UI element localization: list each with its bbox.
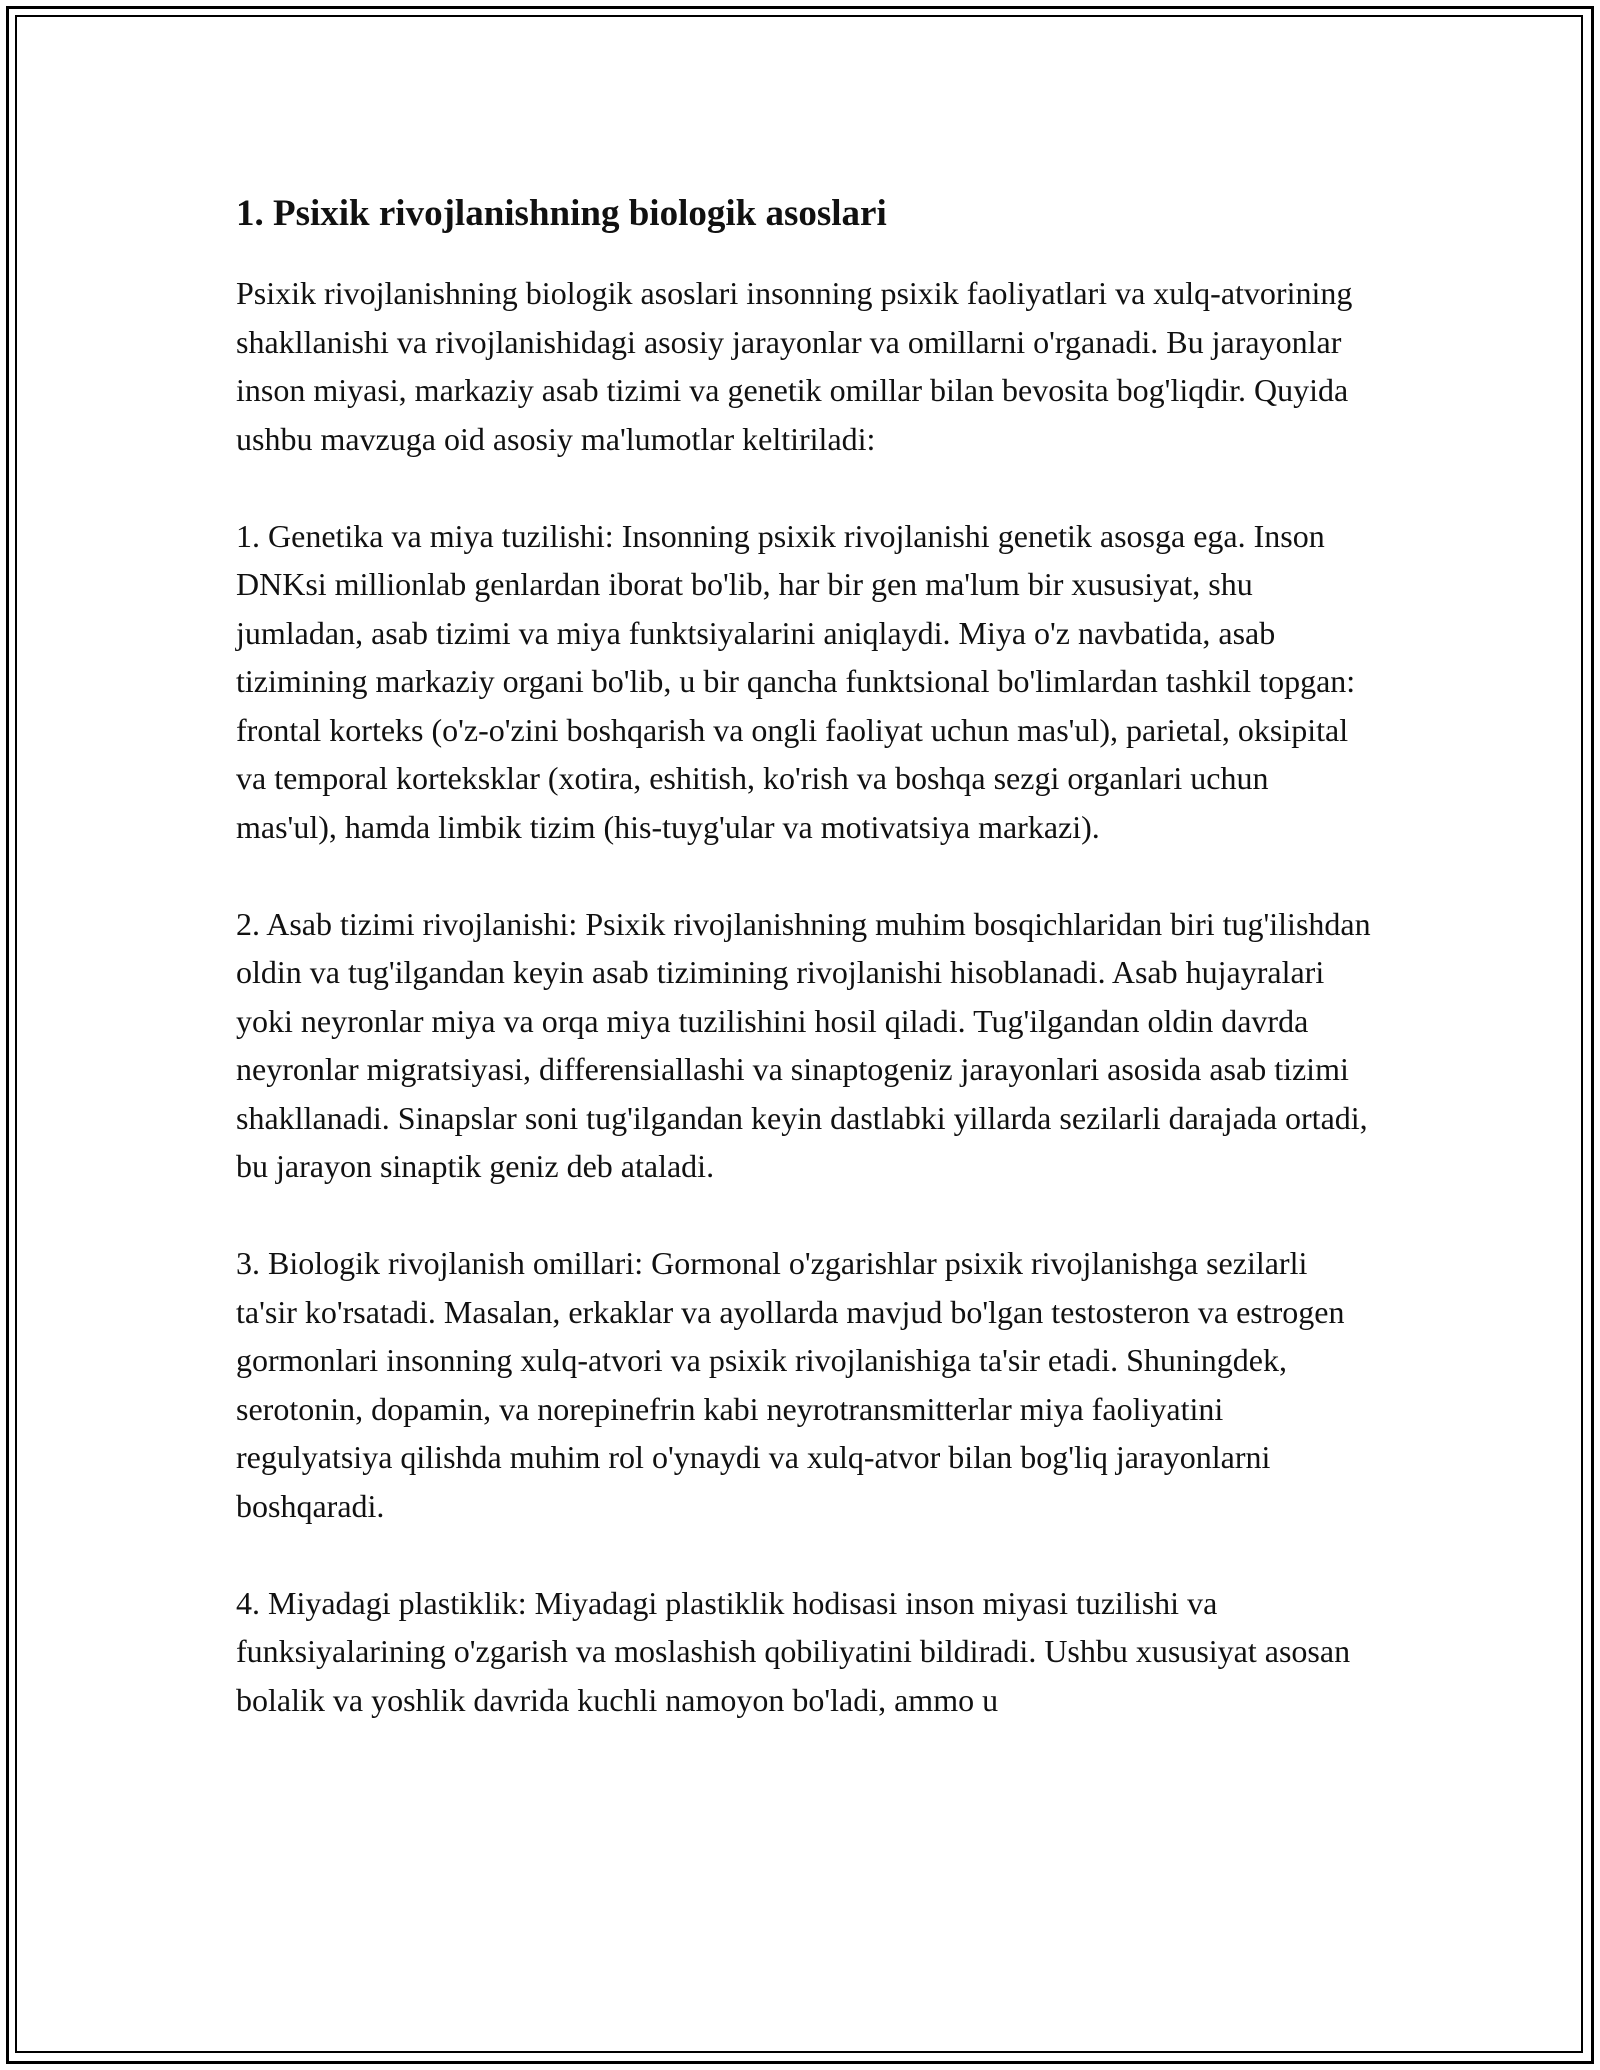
paragraph-genetics: 1. Genetika va miya tuzilishi: Insonning psixik rivojlanishi genetik asosga ega. Inson DNKsi millionlab genlardan iborat bo'lib, har bir gen ma'lum bir xususiyat, shu jumladan, asab tizimi va miya funktsiyalarini aniqlaydi. Miya o'z navbatida, asab tizimining markaziy organi bo'lib, u bir qancha funktsional bo'limlardan tashkil topgan: frontal korteks (o'z-o'zini boshqarish va ongli faoliyat uchun mas'ul), parietal, oksipital va temporal korteksklar (xotira, eshitish, ko'rish va boshqa sezgi organlari uchun mas'ul), hamda limbik tizim (his-tuyg'ular va motivatsiya markazi). [236, 517, 1356, 845]
document-body [236, 186, 1376, 1773]
paragraph-intro: Psixik rivojlanishning biologik asoslari insonning psixik faoliyatlari va xulq-atvorining shakllanishi va rivojlanishidagi asosiy jarayonlar va omillarni o'rganadi. Bu jarayonlar inson miyasi, markaziy asab tizimi va genetik omillar bilan bevosita bog'liqdir. Quyida ushbu mavzuga oid asosiy ma'lumotlar keltiriladi: [236, 275, 1353, 457]
section-heading: 1. Psixik rivojlanishning biologik asoslari [236, 193, 887, 234]
paragraph-nervous-system: 2. Asab tizimi rivojlanishi: Psixik rivojlanishning muhim bosqichlaridan biri tug'ilishdan oldin va tug'ilgandan keyin asab tizimining rivojlanishi hisoblanadi. Asab hujayralari yoki neyronlar miya va orqa miya tuzilishini hosil qiladi. Tug'ilgandan oldin davrda neyronlar migratsiyasi, differensiallashi va sinaptogeniz jarayonlari asosida asab tizimi shakllanadi. Sinapslar soni tug'ilgandan keyin dastlabki yillarda sezilarli darajada ortadi, bu jarayon sinaptik geniz deb ataladi. [236, 905, 1371, 1184]
paragraph-plasticity: 4. Miyadagi plastiklik: Miyadagi plastiklik hodisasi inson miyasi tuzilishi va funksiyalarining o'zgarish va moslashish qobiliyatini bildiradi. Ushbu xususiyat asosan bolalik va yoshlik davrida kuchli namoyon bo'ladi, ammo u [236, 1584, 1351, 1718]
paragraph-biological-factors: 3. Biologik rivojlanish omillari: Gormonal o'zgarishlar psixik rivojlanishga sezilarli ta'sir ko'rsatadi. Masalan, erkaklar va ayollarda mavjud bo'lgan testosteron va estrogen gormonlari insonning xulq-atvori va psixik rivojlanishiga ta'sir etadi. Shuningdek, serotonin, dopamin, va norepinefrin kabi neyrotransmitterlar miya faoliyatini regulyatsiya qilishda muhim rol o'ynaydi va xulq-atvor bilan bog'liq jarayonlarni boshqaradi. [236, 1245, 1345, 1524]
